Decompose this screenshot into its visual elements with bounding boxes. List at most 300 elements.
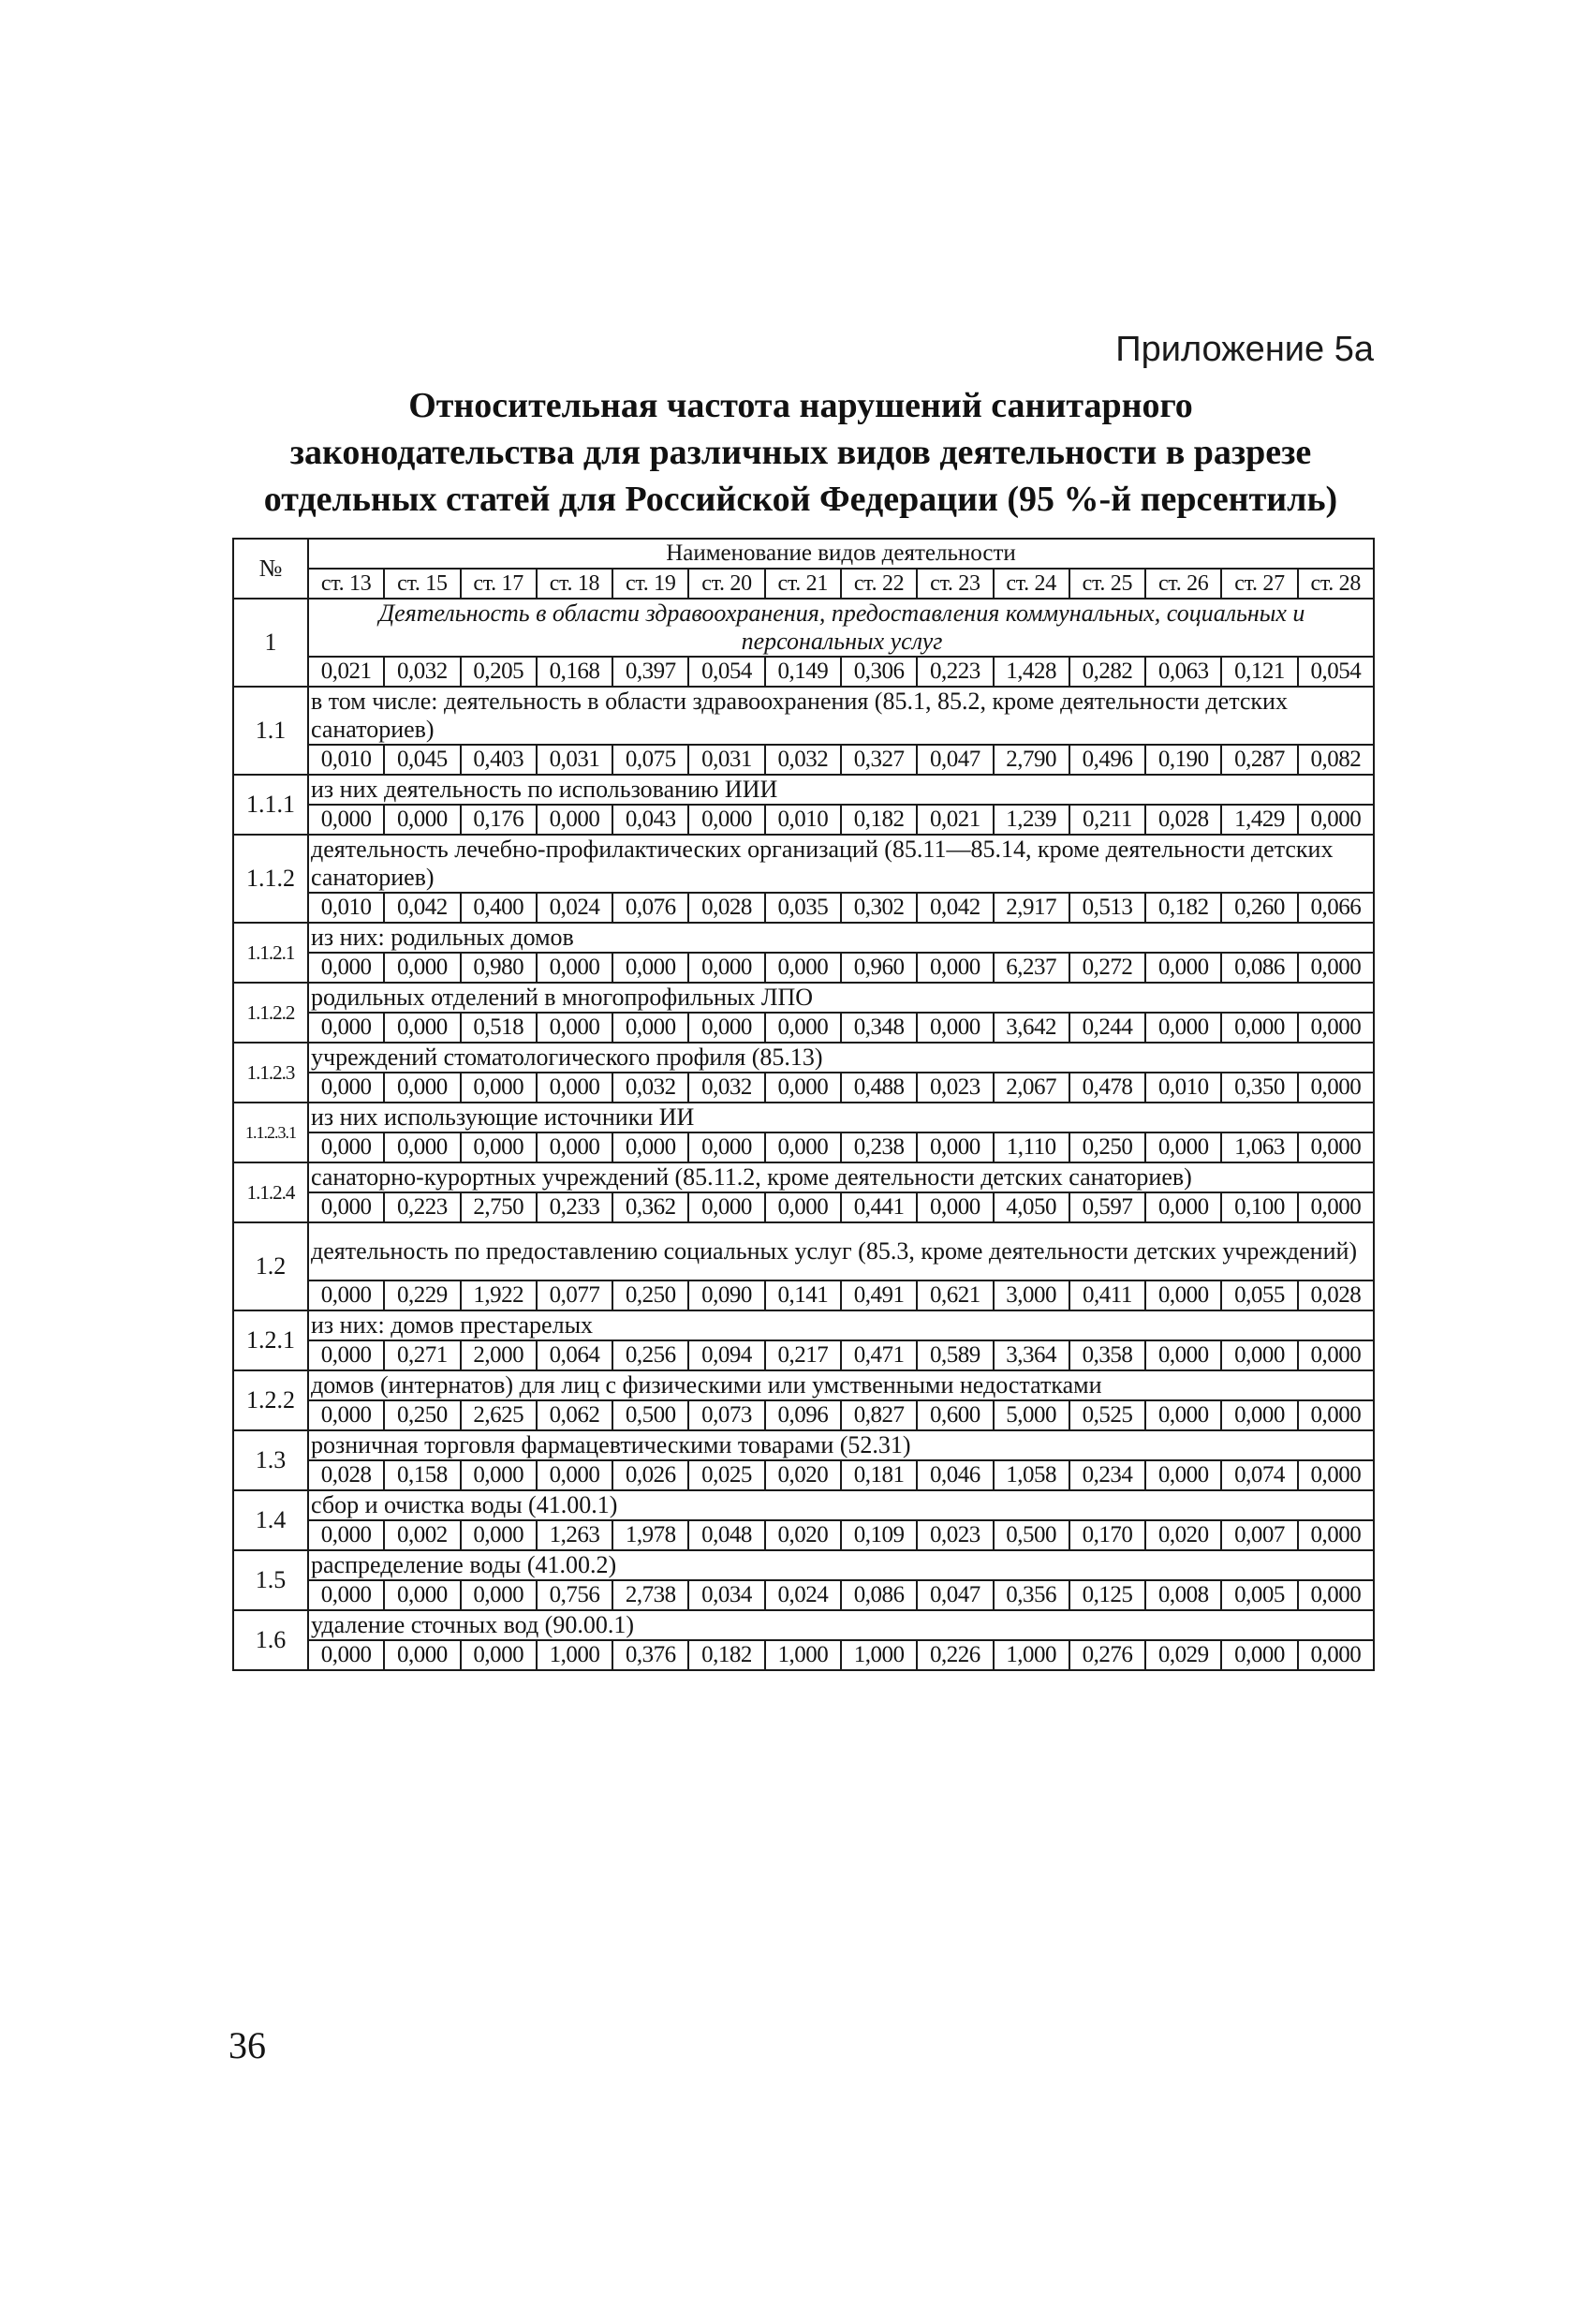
value-cell: 0,229 — [384, 1280, 460, 1310]
value-cell: 0,047 — [917, 745, 993, 775]
value-cell: 0,000 — [461, 1640, 537, 1670]
value-cell: 0,282 — [1069, 657, 1145, 687]
value-cell: 0,000 — [384, 805, 460, 835]
article-column-header: ст. 25 — [1069, 569, 1145, 599]
value-cell: 0,226 — [917, 1640, 993, 1670]
value-cell: 0,000 — [384, 1580, 460, 1610]
value-cell: 0,000 — [1221, 1640, 1297, 1670]
value-cell: 0,250 — [384, 1400, 460, 1430]
value-cell: 0,000 — [384, 1132, 460, 1162]
activity-label-row — [233, 1610, 1374, 1640]
value-cell: 0,271 — [384, 1340, 460, 1370]
activity-label-row — [233, 1043, 1374, 1073]
values-row — [233, 1400, 1374, 1430]
value-cell: 0,086 — [1221, 953, 1297, 983]
value-cell: 0,327 — [841, 745, 917, 775]
value-cell: 0,223 — [384, 1192, 460, 1222]
value-cell: 1,922 — [461, 1280, 537, 1310]
value-cell: 0,000 — [308, 1013, 384, 1043]
value-cell: 0,589 — [917, 1340, 993, 1370]
value-cell: 0,000 — [765, 1073, 841, 1103]
activity-label-row — [233, 1222, 1374, 1280]
value-cell: 0,348 — [841, 1013, 917, 1043]
value-cell: 1,263 — [537, 1520, 612, 1550]
activity-description: в том числе: деятельность в области здравоохранения (85.1, 85.2, кроме деятельности детских санаториев) — [308, 687, 1374, 745]
value-cell: 0,350 — [1221, 1073, 1297, 1103]
value-cell: 0,306 — [841, 657, 917, 687]
article-column-header: ст. 17 — [461, 569, 537, 599]
value-cell: 1,000 — [994, 1640, 1069, 1670]
value-cell: 0,010 — [308, 745, 384, 775]
activity-description: Деятельность в области здравоохранения, предоставления коммунальных, социальных и персональных услуг — [308, 599, 1374, 657]
value-cell: 0,621 — [917, 1280, 993, 1310]
activity-group-header: Наименование видов деятельности — [308, 539, 1374, 569]
value-cell: 0,000 — [1298, 1520, 1374, 1550]
value-cell: 0,000 — [1298, 1132, 1374, 1162]
value-cell: 1,428 — [994, 657, 1069, 687]
value-cell: 0,073 — [688, 1400, 764, 1430]
values-row — [233, 805, 1374, 835]
value-cell: 0,000 — [1145, 953, 1221, 983]
activity-description: из них: родильных домов — [308, 923, 1374, 953]
value-cell: 0,082 — [1298, 745, 1374, 775]
value-cell: 0,000 — [384, 953, 460, 983]
value-cell: 0,000 — [537, 805, 612, 835]
value-cell: 0,600 — [917, 1400, 993, 1430]
value-cell: 0,376 — [612, 1640, 688, 1670]
value-cell: 0,000 — [1221, 1340, 1297, 1370]
value-cell: 0,000 — [765, 1192, 841, 1222]
value-cell: 0,028 — [1145, 805, 1221, 835]
value-cell: 0,000 — [461, 1460, 537, 1490]
value-cell: 0,000 — [1298, 1460, 1374, 1490]
value-cell: 0,182 — [1145, 893, 1221, 923]
value-cell: 0,054 — [688, 657, 764, 687]
activity-label-row — [233, 923, 1374, 953]
value-cell: 0,205 — [461, 657, 537, 687]
row-number: 1.1.2.4 — [233, 1162, 308, 1222]
activity-description: сбор и очистка воды (41.00.1) — [308, 1490, 1374, 1520]
value-cell: 0,000 — [688, 1192, 764, 1222]
value-cell: 2,738 — [612, 1580, 688, 1610]
value-cell: 0,000 — [537, 1132, 612, 1162]
value-cell: 0,024 — [537, 893, 612, 923]
value-cell: 1,000 — [537, 1640, 612, 1670]
activity-label-row — [233, 983, 1374, 1013]
value-cell: 0,238 — [841, 1132, 917, 1162]
value-cell: 0,076 — [612, 893, 688, 923]
activity-label-row — [233, 1550, 1374, 1580]
value-cell: 1,000 — [765, 1640, 841, 1670]
article-column-header: ст. 24 — [994, 569, 1069, 599]
value-cell: 0,276 — [1069, 1640, 1145, 1670]
title-line: законодательства для различных видов деятельности в разрезе — [289, 433, 1312, 472]
value-cell: 1,239 — [994, 805, 1069, 835]
value-cell: 0,125 — [1069, 1580, 1145, 1610]
value-cell: 0,035 — [765, 893, 841, 923]
value-cell: 0,000 — [537, 1460, 612, 1490]
values-row — [233, 1192, 1374, 1222]
value-cell: 0,000 — [1298, 953, 1374, 983]
value-cell: 0,010 — [308, 893, 384, 923]
value-cell: 0,525 — [1069, 1400, 1145, 1430]
value-cell: 0,000 — [537, 953, 612, 983]
activity-description: родильных отделений в многопрофильных ЛПО — [308, 983, 1374, 1013]
value-cell: 0,042 — [384, 893, 460, 923]
values-row — [233, 953, 1374, 983]
value-cell: 0,020 — [1145, 1520, 1221, 1550]
value-cell: 0,023 — [917, 1520, 993, 1550]
activity-description: деятельность по предоставлению социальных услуг (85.3, кроме деятельности детских учреждений) — [308, 1222, 1374, 1280]
value-cell: 0,149 — [765, 657, 841, 687]
title-line: отдельных статей для Российской Федерации (95 %-й персентиль) — [263, 480, 1338, 519]
value-cell: 0,181 — [841, 1460, 917, 1490]
value-cell: 0,244 — [1069, 1013, 1145, 1043]
value-cell: 0,000 — [384, 1013, 460, 1043]
value-cell: 2,625 — [461, 1400, 537, 1430]
activity-description: удаление сточных вод (90.00.1) — [308, 1610, 1374, 1640]
value-cell: 2,750 — [461, 1192, 537, 1222]
value-cell: 0,021 — [917, 805, 993, 835]
activity-description: распределение воды (41.00.2) — [308, 1550, 1374, 1580]
values-row — [233, 1580, 1374, 1610]
value-cell: 0,250 — [1069, 1132, 1145, 1162]
value-cell: 0,055 — [1221, 1280, 1297, 1310]
activity-description: из них: домов престарелых — [308, 1310, 1374, 1340]
value-cell: 0,000 — [1145, 1340, 1221, 1370]
value-cell: 2,917 — [994, 893, 1069, 923]
value-cell: 0,028 — [308, 1460, 384, 1490]
value-cell: 0,031 — [537, 745, 612, 775]
value-cell: 0,176 — [461, 805, 537, 835]
value-cell: 0,100 — [1221, 1192, 1297, 1222]
value-cell: 0,000 — [688, 953, 764, 983]
value-cell: 0,000 — [765, 1132, 841, 1162]
value-cell: 0,007 — [1221, 1520, 1297, 1550]
value-cell: 0,000 — [308, 1073, 384, 1103]
value-cell: 0,023 — [917, 1073, 993, 1103]
activity-label-row — [233, 775, 1374, 805]
number-header: № — [233, 539, 308, 599]
value-cell: 0,063 — [1145, 657, 1221, 687]
value-cell: 0,000 — [461, 1132, 537, 1162]
value-cell: 1,000 — [841, 1640, 917, 1670]
article-column-header: ст. 19 — [612, 569, 688, 599]
value-cell: 0,827 — [841, 1400, 917, 1430]
value-cell: 2,000 — [461, 1340, 537, 1370]
value-cell: 0,000 — [1298, 1400, 1374, 1430]
values-row — [233, 1013, 1374, 1043]
value-cell: 0,077 — [537, 1280, 612, 1310]
value-cell: 0,233 — [537, 1192, 612, 1222]
article-column-header: ст. 20 — [688, 569, 764, 599]
value-cell: 1,110 — [994, 1132, 1069, 1162]
activity-label-row — [233, 1162, 1374, 1192]
value-cell: 0,064 — [537, 1340, 612, 1370]
activity-description: домов (интернатов) для лиц с физическими или умственными недостатками — [308, 1370, 1374, 1400]
value-cell: 0,002 — [384, 1520, 460, 1550]
value-cell: 0,000 — [461, 1520, 537, 1550]
values-row — [233, 1520, 1374, 1550]
activity-label-row — [233, 599, 1374, 657]
value-cell: 3,000 — [994, 1280, 1069, 1310]
value-cell: 0,000 — [1145, 1460, 1221, 1490]
values-row — [233, 893, 1374, 923]
value-cell: 0,086 — [841, 1580, 917, 1610]
row-number: 1.2.2 — [233, 1370, 308, 1430]
activity-label-row — [233, 1490, 1374, 1520]
activity-description: санаторно-курортных учреждений (85.11.2, кроме деятельности детских санаториев) — [308, 1162, 1374, 1192]
value-cell: 0,032 — [612, 1073, 688, 1103]
value-cell: 0,000 — [308, 805, 384, 835]
row-number: 1.1.1 — [233, 775, 308, 835]
row-number: 1.1.2.1 — [233, 923, 308, 983]
value-cell: 0,217 — [765, 1340, 841, 1370]
value-cell: 0,020 — [765, 1460, 841, 1490]
value-cell: 0,980 — [461, 953, 537, 983]
value-cell: 0,000 — [917, 953, 993, 983]
value-cell: 0,513 — [1069, 893, 1145, 923]
value-cell: 0,000 — [1298, 805, 1374, 835]
value-cell: 0,010 — [1145, 1073, 1221, 1103]
value-cell: 0,302 — [841, 893, 917, 923]
value-cell: 0,168 — [537, 657, 612, 687]
page-title — [225, 382, 1377, 523]
article-header-row — [233, 569, 1374, 599]
row-number: 1.2 — [233, 1222, 308, 1310]
value-cell: 0,000 — [688, 1013, 764, 1043]
article-column-header: ст. 21 — [765, 569, 841, 599]
value-cell: 0,075 — [612, 745, 688, 775]
value-cell: 0,000 — [461, 1580, 537, 1610]
value-cell: 0,397 — [612, 657, 688, 687]
value-cell: 0,000 — [308, 1280, 384, 1310]
value-cell: 3,364 — [994, 1340, 1069, 1370]
values-row — [233, 657, 1374, 687]
activity-label-row — [233, 1103, 1374, 1132]
row-number: 1.1.2.3 — [233, 1043, 308, 1103]
value-cell: 0,256 — [612, 1340, 688, 1370]
activity-label-row — [233, 1370, 1374, 1400]
value-cell: 4,050 — [994, 1192, 1069, 1222]
value-cell: 2,790 — [994, 745, 1069, 775]
values-row — [233, 1132, 1374, 1162]
value-cell: 0,250 — [612, 1280, 688, 1310]
value-cell: 0,046 — [917, 1460, 993, 1490]
value-cell: 0,223 — [917, 657, 993, 687]
value-cell: 0,000 — [537, 1073, 612, 1103]
value-cell: 1,429 — [1221, 805, 1297, 835]
value-cell: 0,074 — [1221, 1460, 1297, 1490]
value-cell: 0,496 — [1069, 745, 1145, 775]
value-cell: 0,000 — [1145, 1132, 1221, 1162]
value-cell: 0,000 — [461, 1073, 537, 1103]
value-cell: 0,047 — [917, 1580, 993, 1610]
activity-description: из них использующие источники ИИ — [308, 1103, 1374, 1132]
value-cell: 0,170 — [1069, 1520, 1145, 1550]
value-cell: 0,121 — [1221, 657, 1297, 687]
value-cell: 0,287 — [1221, 745, 1297, 775]
value-cell: 0,000 — [308, 1192, 384, 1222]
value-cell: 0,024 — [765, 1580, 841, 1610]
value-cell: 0,096 — [765, 1400, 841, 1430]
value-cell: 0,000 — [1298, 1640, 1374, 1670]
values-row — [233, 1460, 1374, 1490]
values-row — [233, 1340, 1374, 1370]
value-cell: 0,356 — [994, 1580, 1069, 1610]
value-cell: 0,000 — [1298, 1073, 1374, 1103]
article-column-header: ст. 22 — [841, 569, 917, 599]
row-number: 1.3 — [233, 1430, 308, 1490]
table-header-row — [233, 539, 1374, 569]
value-cell: 0,182 — [688, 1640, 764, 1670]
value-cell: 0,028 — [1298, 1280, 1374, 1310]
value-cell: 0,400 — [461, 893, 537, 923]
values-row — [233, 1280, 1374, 1310]
article-column-header: ст. 26 — [1145, 569, 1221, 599]
appendix-label: Приложение 5а — [1115, 330, 1374, 369]
value-cell: 0,488 — [841, 1073, 917, 1103]
value-cell: 0,066 — [1298, 893, 1374, 923]
value-cell: 0,000 — [1221, 1013, 1297, 1043]
value-cell: 0,032 — [688, 1073, 764, 1103]
value-cell: 0,000 — [688, 805, 764, 835]
value-cell: 0,020 — [765, 1520, 841, 1550]
value-cell: 0,234 — [1069, 1460, 1145, 1490]
row-number: 1.2.1 — [233, 1310, 308, 1370]
value-cell: 0,000 — [688, 1132, 764, 1162]
value-cell: 0,478 — [1069, 1073, 1145, 1103]
value-cell: 0,026 — [612, 1460, 688, 1490]
row-number: 1.4 — [233, 1490, 308, 1550]
value-cell: 0,000 — [308, 953, 384, 983]
value-cell: 0,491 — [841, 1280, 917, 1310]
value-cell: 0,000 — [1298, 1192, 1374, 1222]
value-cell: 0,000 — [308, 1640, 384, 1670]
value-cell: 0,043 — [612, 805, 688, 835]
value-cell: 0,000 — [1298, 1340, 1374, 1370]
value-cell: 0,000 — [917, 1013, 993, 1043]
activity-label-row — [233, 687, 1374, 745]
value-cell: 0,000 — [308, 1400, 384, 1430]
value-cell: 0,090 — [688, 1280, 764, 1310]
row-number: 1.1.2.2 — [233, 983, 308, 1043]
value-cell: 0,000 — [612, 1013, 688, 1043]
value-cell: 0,272 — [1069, 953, 1145, 983]
value-cell: 2,067 — [994, 1073, 1069, 1103]
value-cell: 0,000 — [308, 1520, 384, 1550]
value-cell: 0,000 — [765, 1013, 841, 1043]
value-cell: 0,362 — [612, 1192, 688, 1222]
value-cell: 0,028 — [688, 893, 764, 923]
value-cell: 0,000 — [1145, 1013, 1221, 1043]
value-cell: 0,045 — [384, 745, 460, 775]
activity-label-row — [233, 1310, 1374, 1340]
value-cell: 0,025 — [688, 1460, 764, 1490]
value-cell: 0,000 — [765, 953, 841, 983]
value-cell: 3,642 — [994, 1013, 1069, 1043]
value-cell: 0,005 — [1221, 1580, 1297, 1610]
activity-description: розничная торговля фармацевтическими товарами (52.31) — [308, 1430, 1374, 1460]
title-line: Относительная частота нарушений санитарного — [408, 386, 1193, 425]
value-cell: 0,358 — [1069, 1340, 1145, 1370]
value-cell: 0,000 — [1145, 1280, 1221, 1310]
value-cell: 0,029 — [1145, 1640, 1221, 1670]
value-cell: 0,000 — [612, 953, 688, 983]
value-cell: 0,260 — [1221, 893, 1297, 923]
value-cell: 6,237 — [994, 953, 1069, 983]
value-cell: 0,048 — [688, 1520, 764, 1550]
article-column-header: ст. 28 — [1298, 569, 1374, 599]
article-column-header: ст. 13 — [308, 569, 384, 599]
value-cell: 0,403 — [461, 745, 537, 775]
value-cell: 0,211 — [1069, 805, 1145, 835]
value-cell: 0,010 — [765, 805, 841, 835]
value-cell: 0,960 — [841, 953, 917, 983]
value-cell: 0,042 — [917, 893, 993, 923]
row-number: 1.6 — [233, 1610, 308, 1670]
value-cell: 0,500 — [994, 1520, 1069, 1550]
value-cell: 0,000 — [384, 1640, 460, 1670]
article-column-header: ст. 23 — [917, 569, 993, 599]
value-cell: 1,058 — [994, 1460, 1069, 1490]
value-cell: 0,000 — [917, 1132, 993, 1162]
activity-label-row — [233, 1430, 1374, 1460]
value-cell: 0,190 — [1145, 745, 1221, 775]
value-cell: 0,000 — [1145, 1400, 1221, 1430]
value-cell: 0,008 — [1145, 1580, 1221, 1610]
value-cell: 0,000 — [308, 1580, 384, 1610]
value-cell: 1,063 — [1221, 1132, 1297, 1162]
page-number: 36 — [228, 2024, 266, 2066]
value-cell: 0,597 — [1069, 1192, 1145, 1222]
value-cell: 0,032 — [384, 657, 460, 687]
activity-description: из них деятельность по использованию ИИИ — [308, 775, 1374, 805]
value-cell: 0,500 — [612, 1400, 688, 1430]
value-cell: 1,978 — [612, 1520, 688, 1550]
value-cell: 0,441 — [841, 1192, 917, 1222]
value-cell: 0,021 — [308, 657, 384, 687]
row-number: 1.5 — [233, 1550, 308, 1610]
violations-table — [232, 538, 1375, 1671]
article-column-header: ст. 18 — [537, 569, 612, 599]
value-cell: 0,471 — [841, 1340, 917, 1370]
values-row — [233, 1073, 1374, 1103]
value-cell: 0,032 — [765, 745, 841, 775]
article-column-header: ст. 27 — [1221, 569, 1297, 599]
value-cell: 0,000 — [917, 1192, 993, 1222]
value-cell: 5,000 — [994, 1400, 1069, 1430]
value-cell: 0,000 — [308, 1340, 384, 1370]
value-cell: 0,000 — [1298, 1013, 1374, 1043]
value-cell: 0,411 — [1069, 1280, 1145, 1310]
row-number: 1 — [233, 599, 308, 687]
value-cell: 0,158 — [384, 1460, 460, 1490]
value-cell: 0,518 — [461, 1013, 537, 1043]
value-cell: 0,000 — [1298, 1580, 1374, 1610]
value-cell: 0,182 — [841, 805, 917, 835]
activity-description: деятельность лечебно-профилактических организаций (85.11—85.14, кроме деятельности детских санаториев) — [308, 835, 1374, 893]
value-cell: 0,094 — [688, 1340, 764, 1370]
activity-label-row — [233, 835, 1374, 893]
value-cell: 0,000 — [537, 1013, 612, 1043]
article-column-header: ст. 15 — [384, 569, 460, 599]
activity-description: учреждений стоматологического профиля (85.13) — [308, 1043, 1374, 1073]
value-cell: 0,062 — [537, 1400, 612, 1430]
value-cell: 0,000 — [384, 1073, 460, 1103]
value-cell: 0,756 — [537, 1580, 612, 1610]
values-row — [233, 745, 1374, 775]
